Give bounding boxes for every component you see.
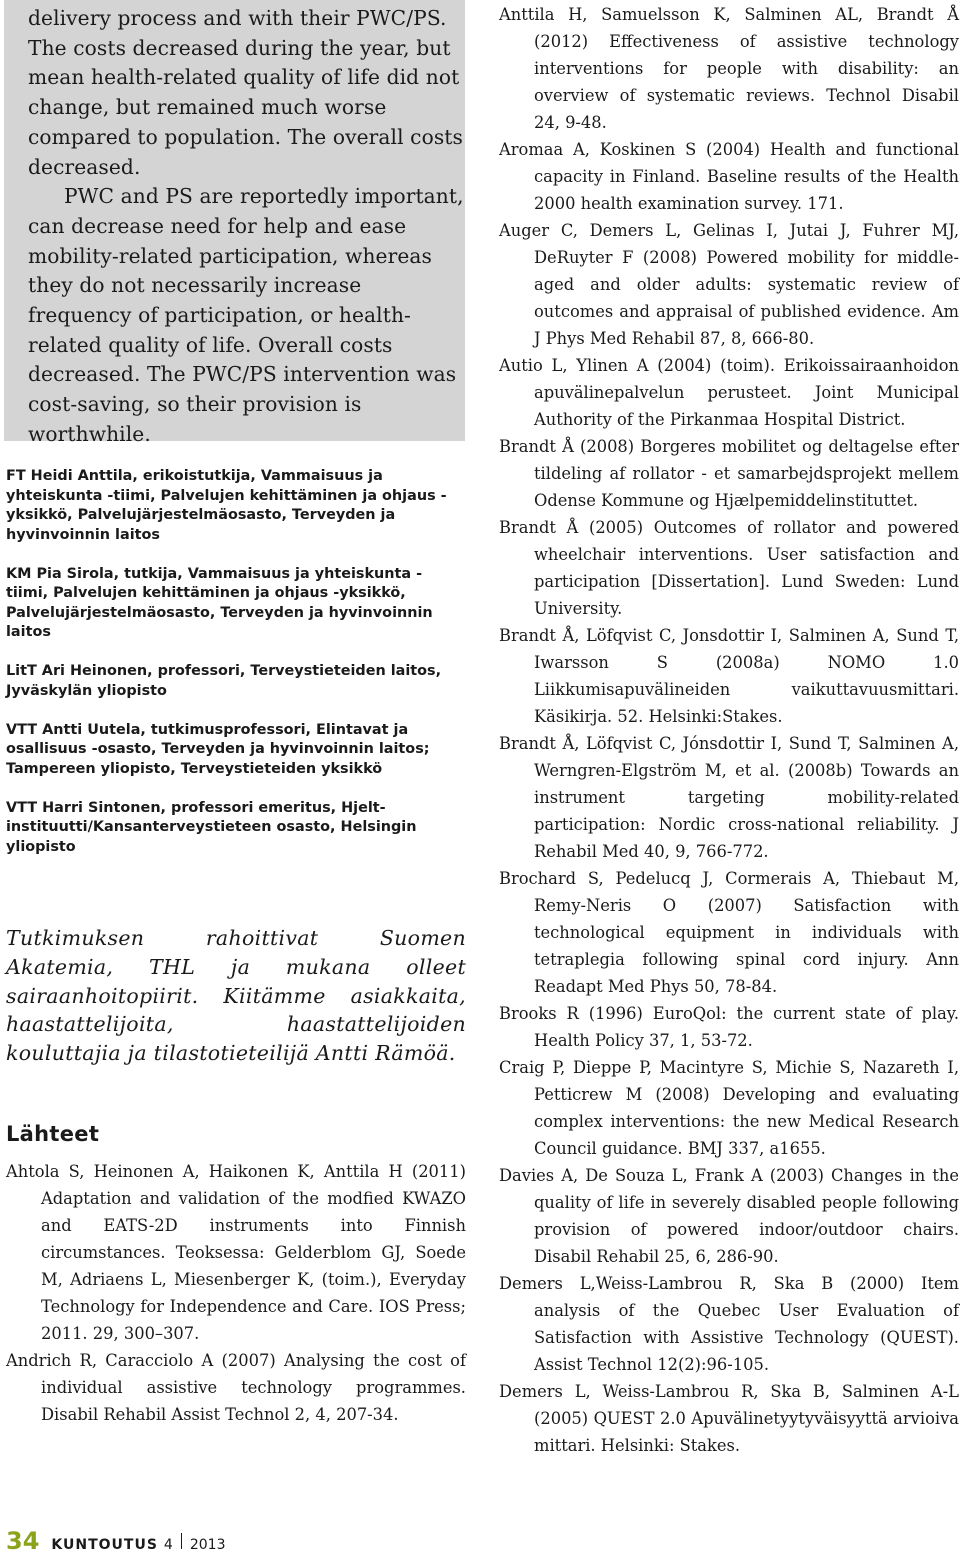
reference-item: Aromaa A, Koskinen S (2004) Health and functional capacity in Finland. Baseline results of the Health 2000 health examination survey. 171. bbox=[499, 140, 959, 213]
reference-item: Brandt Å (2008) Borgeres mobilitet og deltagelse efter tildeling af rollator - et samarbejdsprojekt mellem Odense Kommune og Hjælpemiddelinstituttet. bbox=[499, 437, 959, 510]
reference-item: Auger C, Demers L, Gelinas I, Jutai J, Fuhrer MJ, DeRuyter F (2008) Powered mobility for middle-aged and older adults: systematic review of outcomes and appraisal of published evidence. Am J Phys Med Rehabil 87, 8, 666-80. bbox=[499, 221, 959, 348]
references-heading: Lähteet bbox=[6, 1122, 100, 1146]
reference-item: Anttila H, Samuelsson K, Salminen AL, Brandt Å (2012) Effectiveness of assistive technology interventions for people with disability: an overview of systematic reviews. Technol Disabil 24, 9-48. bbox=[499, 5, 959, 132]
reference-item: Demers L, Weiss-Lambrou R, Ska B, Salminen A-L (2005) QUEST 2.0 Apuvälinetyytyväisyyttä arvioiva mittari. Helsinki: Stakes. bbox=[499, 1382, 959, 1455]
author-affiliations bbox=[6, 467, 461, 877]
issue-number: 4 bbox=[163, 1537, 173, 1553]
reference-item: Brandt Å (2005) Outcomes of rollator and powered wheelchair interventions. User satisfaction and participation [Dissertation]. Lund Sweden: Lund University. bbox=[499, 518, 959, 618]
author-uutela: VTT Antti Uutela, tutkimusprofessori, Elintavat ja osallisuus -osasto, Terveyden ja hyvinvoinnin laitos; Tampereen yliopisto, Terveystieteiden yksikkö bbox=[6, 721, 430, 777]
references-left-column bbox=[6, 1158, 466, 1428]
author-sintonen: VTT Harri Sintonen, professori emeritus, Hjelt-instituutti/Kansanterveystieteen osasto, Helsingin yliopisto bbox=[6, 799, 417, 855]
publication-year: 2013 bbox=[189, 1537, 226, 1553]
summary-paragraph-2: PWC and PS are reportedly important, can decrease need for help and ease mobility-related participation, whereas they do not necessarily increase frequency of participation, or health-related quality of life. Overall costs decreased. The PWC/PS intervention was cost-saving, so their provision is worthwhile. bbox=[28, 184, 464, 446]
reference-item: Brandt Å, Löfqvist C, Jónsdottir I, Sund T, Salminen A, Werngren-Elgström M, et al. (2008b) Towards an instrument targeting mobility-related participation: Nordic cross-national reliability. J Rehabil Med 40, 9, 766-772. bbox=[499, 734, 959, 861]
reference-item: Brandt Å, Löfqvist C, Jonsdottir I, Salminen A, Sund T, Iwarsson S (2008a) NOMO 1.0 Liikkumisapuvälineiden vaikuttavuusmittari. Käsikirja. 52. Helsinki:Stakes. bbox=[499, 626, 959, 726]
funding-acknowledgement: Tutkimuksen rahoittivat Suomen Akatemia, THL ja mukana olleet sairaanhoitopiirit. Kiitämme asiakkaita, haastattelijoita, haastattelijoiden kouluttajia ja tilastotieteilijä Antti Rämöä. bbox=[6, 926, 466, 1066]
footer-divider bbox=[181, 1533, 182, 1549]
reference-item: Davies A, De Souza L, Frank A (2003) Changes in the quality of life in severely disabled people following provision of powered indoor/outdoor chairs. Disabil Rehabil 25, 6, 286-90. bbox=[499, 1166, 959, 1266]
english-summary-box bbox=[4, 0, 465, 446]
reference-item: Demers L,Weiss-Lambrou R, Ska B (2000) Item analysis of the Quebec User Evaluation of Satisfaction with Assistive Technology (QUEST). Assist Technol 12(2):96-105. bbox=[499, 1274, 959, 1374]
reference-item: Craig P, Dieppe P, Macintyre S, Michie S, Nazareth I, Petticrew M (2008) Developing and evaluating complex interventions: the new Medical Research Council guidance. BMJ 337, a1655. bbox=[499, 1058, 959, 1158]
page-number: 34 bbox=[6, 1527, 40, 1555]
reference-item: Autio L, Ylinen A (2004) (toim). Erikoissairaanhoidon apuvälinepalvelun perusteet. Joint Municipal Authority of the Pirkanmaa Hospital District. bbox=[499, 356, 959, 429]
journal-name: KUNTOUTUS bbox=[51, 1537, 158, 1553]
reference-item: Ahtola S, Heinonen A, Haikonen K, Anttila H (2011) Adaptation and validation of the modfied KWAZO and EATS-2D instruments into Finnish circumstances. Teoksessa: Gelderblom GJ, Soede M, Adriaens L, Miesenberger K, (toim.), Everyday Technology for Independence and Care. IOS Press; 2011. 29, 300–307. bbox=[6, 1162, 466, 1343]
page-footer bbox=[6, 1527, 225, 1557]
reference-item: Brooks R (1996) EuroQol: the current state of play. Health Policy 37, 1, 53-72. bbox=[499, 1004, 959, 1050]
summary-paragraph-1: delivery process and with their PWC/PS. The costs decreased during the year, but mean health-related quality of life did not change, but remained much worse compared to population. The overall costs decreased. bbox=[28, 6, 463, 179]
reference-item: Andrich R, Caracciolo A (2007) Analysing the cost of individual assistive technology programmes. Disabil Rehabil Assist Technol 2, 4, 207-34. bbox=[6, 1351, 466, 1424]
reference-item: Brochard S, Pedelucq J, Cormerais A, Thiebaut M, Remy-Neris O (2007) Satisfaction with technological equipment in individuals with tetraplegia following spinal cord injury. Ann Readapt Med Phys 50, 78-84. bbox=[499, 869, 959, 996]
references-right-column bbox=[499, 1, 959, 1459]
author-sirola: KM Pia Sirola, tutkija, Vammaisuus ja yhteiskunta -tiimi, Palvelujen kehittäminen ja ohjaus -yksikkö, Palvelujärjestelmäosasto, Terveyden ja hyvinvoinnin laitos bbox=[6, 565, 433, 640]
author-heinonen: LitT Ari Heinonen, professori, Terveystieteiden laitos, Jyväskylän yliopisto bbox=[6, 663, 442, 699]
author-anttila: FT Heidi Anttila, erikoistutkija, Vammaisuus ja yhteiskunta -tiimi, Palvelujen kehittäminen ja ohjaus -yksikkö, Palvelujärjestelmäosasto, Terveyden ja hyvinvoinnin laitos bbox=[6, 468, 447, 543]
